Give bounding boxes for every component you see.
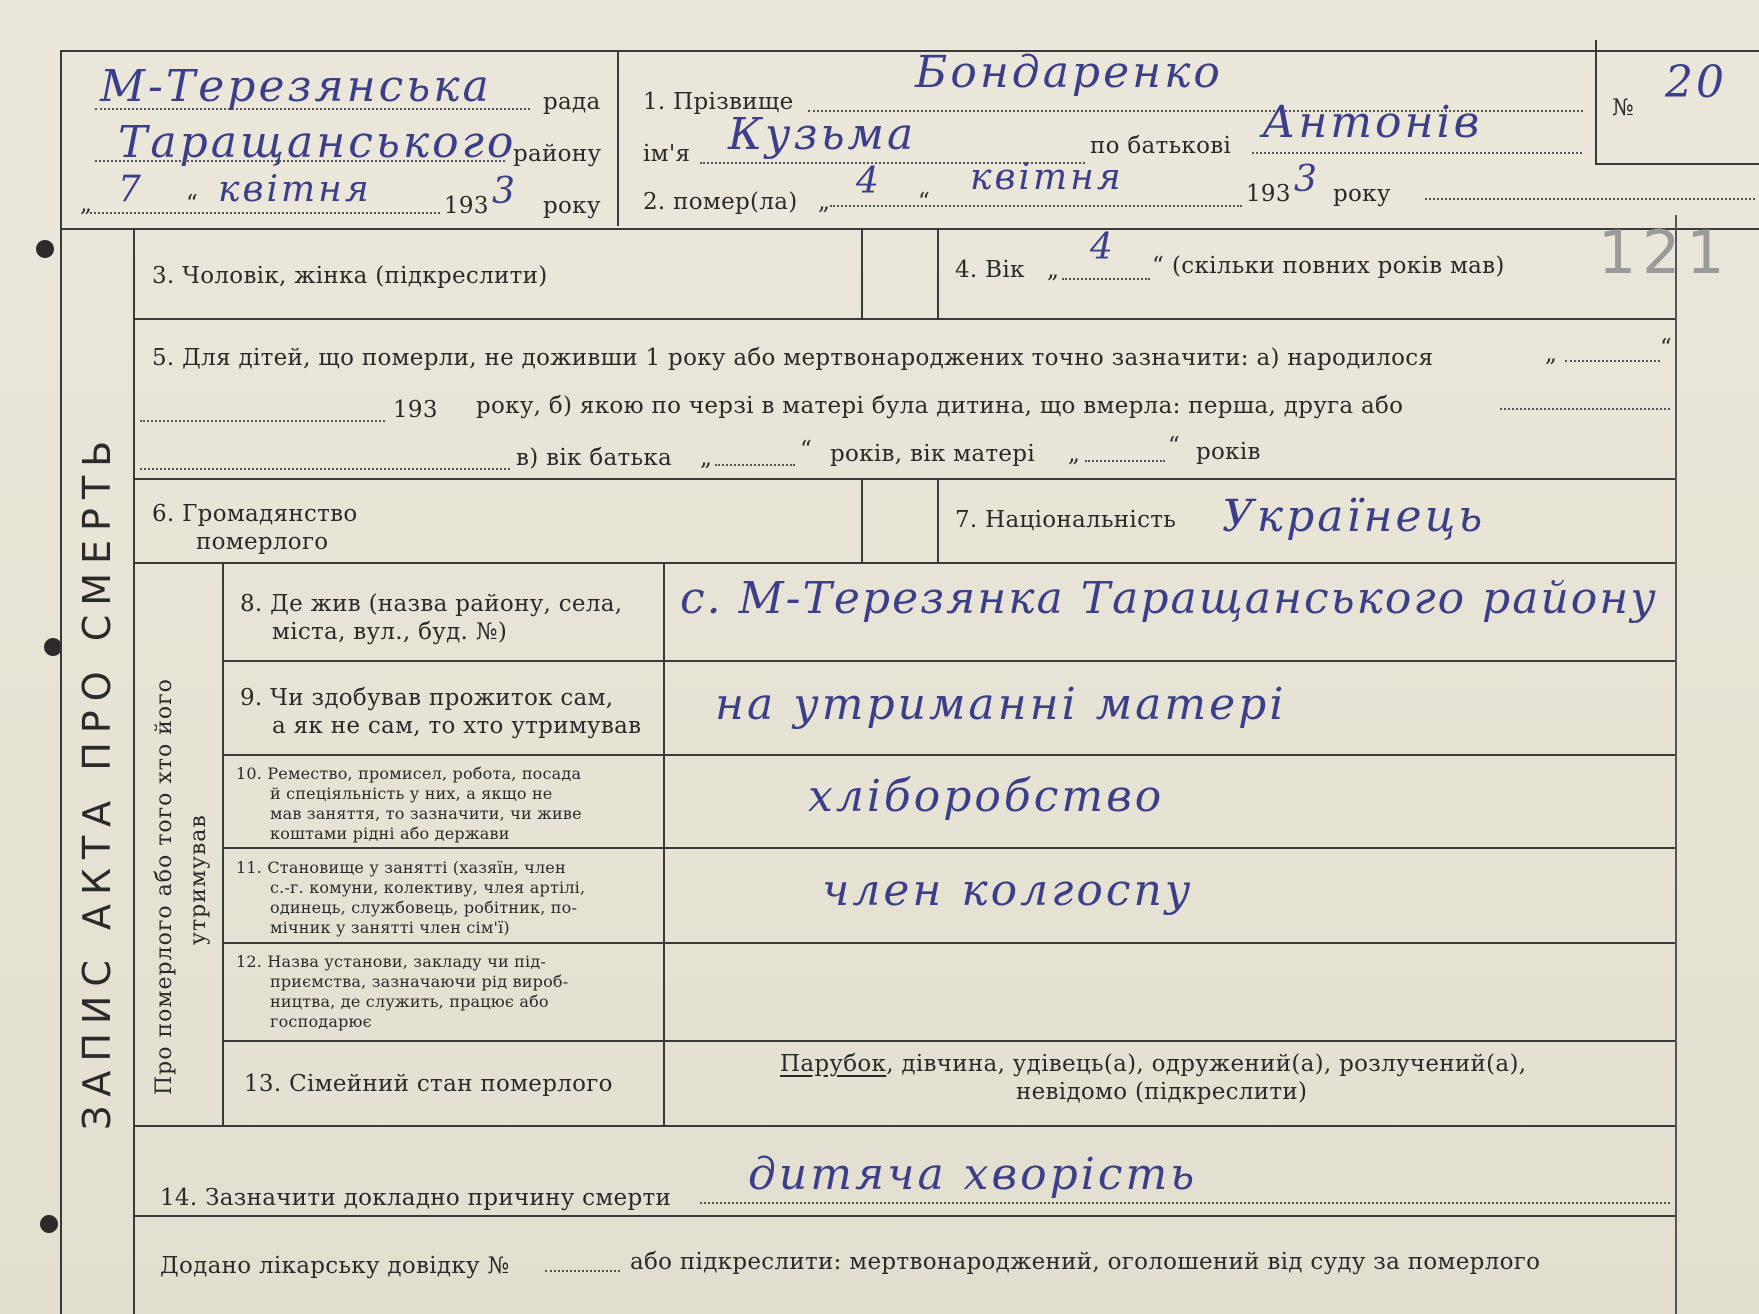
reg-month: квітня xyxy=(218,169,372,210)
field-4-value: 4 xyxy=(1090,227,1116,268)
field-7-label: 7. Національність xyxy=(955,507,1177,533)
row5-bottom xyxy=(135,478,1675,480)
field-11-line4: мічник у занятті член сім'ї) xyxy=(270,918,510,937)
row11-bottom xyxy=(222,942,1675,944)
group-label-line1: Про померлого або того хто його xyxy=(152,678,177,1095)
patronymic-label: по батькові xyxy=(1090,133,1232,159)
rayon-value: Таращанського xyxy=(118,117,517,168)
patronymic-value: Антонів xyxy=(1262,97,1483,148)
field-8-value: с. М-Терезянка Таращанського району xyxy=(680,573,1658,624)
field-10-line1: 10. Ремество, промисел, робота, посада xyxy=(236,764,582,783)
field-14-label: 14. Зазначити докладно причину смерти xyxy=(160,1185,672,1211)
field-9-line1: 9. Чи здобував прожиток сам, xyxy=(240,685,614,711)
field-13-selected-option: Парубок xyxy=(780,1051,887,1077)
rada-value: М-Терезянська xyxy=(100,61,492,112)
field-10-line2: й спеціяльність у них, а якщо не xyxy=(270,784,553,803)
row12-bottom xyxy=(222,1040,1675,1042)
field-14-value: дитяча хворість xyxy=(748,1149,1198,1200)
field-9-line2: а як не сам, то хто утримував xyxy=(272,713,642,739)
field-10-line4: коштами рідні або держави xyxy=(270,824,510,843)
field-4-suffix: (скільки повних років мав) xyxy=(1172,253,1505,279)
field-6-line2: померлого xyxy=(196,529,329,555)
title-column-border xyxy=(133,230,135,1314)
died-month: квітня xyxy=(970,157,1124,198)
row3-divider-b xyxy=(937,230,939,318)
field-12-line1: 12. Назва установи, закладу чи під- xyxy=(236,952,546,971)
field-6-line1: 6. Громадянство xyxy=(152,501,358,527)
reg-year-prefix: 193 xyxy=(444,193,489,219)
field-13-line2: невідомо (підкреслити) xyxy=(1016,1079,1308,1105)
frame-right xyxy=(1675,215,1677,1314)
row14-bottom xyxy=(135,1215,1675,1217)
field-9-value: на утриманні матері xyxy=(715,679,1287,730)
field-13-other-options: , дівчина, удівець(а), одружений(а), розлучений(а), xyxy=(886,1051,1527,1077)
field-5-line2a: 193 xyxy=(393,397,438,423)
field-5-line1: 5. Для дітей, що померли, не доживши 1 року або мертвонароджених точно зазначити: а) народилося xyxy=(152,345,1434,371)
died-day: 4 xyxy=(856,161,882,202)
value-column-border xyxy=(663,562,665,1127)
reg-roku-label: року xyxy=(543,193,601,219)
number-value: 20 xyxy=(1665,57,1727,108)
reg-year-digit: 3 xyxy=(492,171,518,212)
row6-divider-b xyxy=(937,478,939,564)
field-11-value: член колгоспу xyxy=(822,865,1194,916)
reg-day: 7 xyxy=(118,169,144,210)
header-divider-2 xyxy=(1595,40,1597,165)
group-label-line2: утримував xyxy=(186,814,211,945)
field-12-line4: господарює xyxy=(270,1012,372,1031)
died-year-prefix: 193 xyxy=(1246,181,1291,207)
field-8-line2: міста, вул., буд. №) xyxy=(272,619,508,645)
group-column-border xyxy=(222,562,224,1127)
field-12-line2: приємства, зазначаючи рід вироб- xyxy=(270,972,569,991)
row13-bottom xyxy=(135,1125,1675,1127)
field-12-line3: ництва, де служить, працює або xyxy=(270,992,549,1011)
field-5-line2b: року, б) якою по черзі в матері була дитина, що вмерла: перша, друга або xyxy=(476,393,1404,419)
rada-label: рада xyxy=(543,89,601,115)
row3-divider-a xyxy=(861,230,863,318)
field-7-value: Українець xyxy=(1222,491,1486,542)
field-5-line3b: років, вік матері xyxy=(830,441,1035,467)
row8-bottom xyxy=(222,660,1675,662)
field-11-line2: с.-г. комуни, колективу, члея артілі, xyxy=(270,878,586,897)
footer-med-cert: Додано лікарську довідку № xyxy=(160,1253,510,1279)
surname-value: Бондаренко xyxy=(915,47,1223,98)
row6-divider-a xyxy=(861,478,863,564)
field-10-value: хліборобство xyxy=(808,771,1165,822)
row10-bottom xyxy=(222,847,1675,849)
died-label: 2. помер(ла) xyxy=(643,189,798,215)
field-13-label: 13. Сімейний стан померлого xyxy=(244,1071,613,1097)
punch-hole-top xyxy=(36,240,54,258)
frame-left xyxy=(60,50,62,1314)
field-5-line3c: років xyxy=(1196,439,1261,465)
death-record-form: М-Терезянська рада Таращанського району „ 7 “ квітня 193 3 року 1. Прізвище Бондаренко ім'я Кузьма по батькові Антонів 2. помер(ла) „ 4 “ квітня 193 3 року № 20 121 ЗАПИС АКТА ПРО СМЕРТЬ Про померлого або того хто його утримував 3. Чоловік, жінка (підкреслити) 4. Вік „ 4 “ (скільки повних років мав) 5. Для дітей, що померли, не доживши 1 року або мертвонароджених точно зазначити: а) народилося „ “ 193 року, б) якою по черзі в матері була дитина, що вмерла: перша, друга або в) вік батька „ “ років, вік матері „ “ років 6. Громадянство померлого 7. Національність Українець 8. Де жив (назва району, села, міста, вул., буд. №) с. М-Терезянка Таращанського району 9. Чи здобував прожиток сам, а як не сам, то хто утримував на утриманні матері 10. Ремество, промисел, робота, посада й спеціяльність у них, а якщо не мав заняття, то зазначити, чи живе коштами рідні або держави хліборобство 11. Становище у занятті (хазяїн, член с.-г. комуни, колективу, члея артілі, одинець, службовець, робітник, по- мічник у занятті член сім'ї) член колгоспу 12. Назва установи, закладу чи під- приємства, зазначаючи рід вироб- ництва, де служить, працює або господарює 13. Сімейний стан померлого Парубок, дівчина, удівець(а), одружений(а), розлучений(а), невідомо (підкреслити) 14. Зазначити докладно причину смерти дитяча хворість Додано лікарську довідку № або підкреслити: мертвонароджений, оголошений від суду за померлого xyxy=(0,0,1759,1314)
died-roku-label: року xyxy=(1333,181,1391,207)
rayonu-label: району xyxy=(513,141,602,167)
header-bottom xyxy=(62,228,1759,230)
row9-bottom xyxy=(222,754,1675,756)
field-11-line3: одинець, службовець, робітник, по- xyxy=(270,898,578,917)
header-divider-1 xyxy=(617,50,619,226)
side-title: ЗАПИС АКТА ПРО СМЕРТЬ xyxy=(75,431,119,1130)
name-label: ім'я xyxy=(643,141,691,167)
field-11-line1: 11. Становище у занятті (хазяїн, член xyxy=(236,858,566,877)
field-10-line3: мав заняття, то зазначити, чи живе xyxy=(270,804,582,823)
pencil-mark: 121 xyxy=(1598,218,1731,288)
punch-hole-bottom xyxy=(40,1215,58,1233)
field-5-line3a: в) вік батька xyxy=(516,445,673,471)
field-8-line1: 8. Де жив (назва району, села, xyxy=(240,591,623,617)
number-box-bottom xyxy=(1595,163,1759,165)
field-3-sex: 3. Чоловік, жінка (підкреслити) xyxy=(152,263,548,289)
row3-bottom xyxy=(135,318,1675,320)
name-value: Кузьма xyxy=(728,109,917,160)
died-year-digit: 3 xyxy=(1294,159,1320,200)
frame-top xyxy=(62,50,1759,52)
field-4-label: 4. Вік xyxy=(955,257,1025,283)
number-label: № xyxy=(1612,95,1635,121)
footer-options: або підкреслити: мертвонароджений, оголошений від суду за померлого xyxy=(630,1249,1541,1275)
surname-label: 1. Прізвище xyxy=(643,89,794,115)
field-13-options xyxy=(780,1050,1526,1078)
row6-bottom xyxy=(135,562,1675,564)
